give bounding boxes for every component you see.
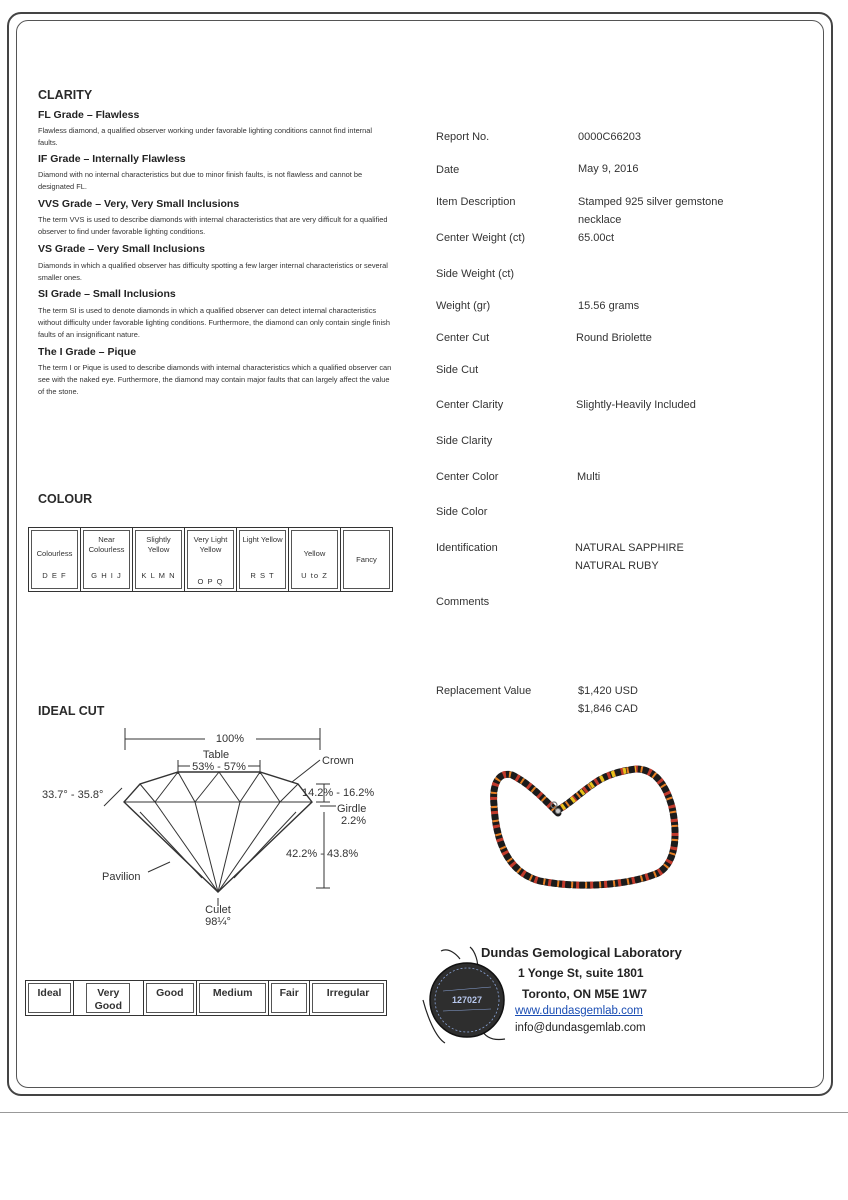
culet-angle: 98¼° (205, 916, 231, 928)
identification-value: NATURAL SAPPHIRE (575, 542, 684, 554)
cut-cell: Very Good (73, 981, 143, 1016)
item-description-label: Item Description (436, 196, 516, 208)
table-label: Table (202, 749, 230, 761)
colour-cell: Very Light Yellow O P Q (185, 528, 237, 592)
pavilion-label: Pavilion (102, 871, 141, 883)
lab-name: Dundas Gemological Laboratory (481, 945, 682, 960)
replacement-value-cad: $1,846 CAD (578, 703, 638, 715)
side-cut-label: Side Cut (436, 364, 479, 376)
girdle-label: Girdle (337, 803, 367, 815)
cut-grade-table (25, 980, 387, 1016)
side-weight-label: Side Weight (ct) (436, 268, 515, 280)
cut-cell: Good (143, 981, 196, 1016)
cut-cell: Ideal (26, 981, 74, 1016)
width-label: 100% (215, 733, 245, 745)
identification-value-2: NATURAL RUBY (575, 560, 659, 572)
grade-description: Diamonds in which a qualified observer has difficulty spotting a few larger internal characteristics or several smaller ones. (38, 261, 388, 282)
crown-angle: 33.7° - 35.8° (42, 789, 104, 801)
colour-cell: Fancy (341, 528, 393, 592)
crown-label: Crown (322, 755, 354, 767)
lab-address-line-2: Toronto, ON M5E 1W7 (522, 987, 648, 1001)
weight-value: 15.56 grams (578, 300, 640, 312)
clarity-heading: CLARITY (38, 88, 93, 102)
center-weight-label: Center Weight (ct) (436, 232, 526, 244)
report-no-label: Report No. (436, 131, 490, 143)
date-value: May 9, 2016 (578, 163, 639, 175)
center-weight-value: 65.00ct (578, 232, 615, 244)
side-color-label: Side Color (436, 506, 488, 518)
cut-cell: Medium (197, 981, 269, 1016)
culet-label: Culet (205, 904, 231, 916)
colour-cell: Near Colourless G H I J (81, 528, 133, 592)
cut-cell: Fair (269, 981, 310, 1016)
page-edge-line (0, 1112, 848, 1113)
colour-scale-table (28, 527, 393, 592)
grade-title: SI Grade – Small Inclusions (38, 288, 176, 300)
colour-cell: Yellow U to Z (289, 528, 341, 592)
identification-label: Identification (436, 542, 498, 554)
lab-address-line-1: 1 Yonge St, suite 1801 (518, 966, 644, 980)
diamond-proportions-diagram (30, 722, 390, 934)
grade-description: Diamond with no internal characteristics but due to minor finish faults, is not flawless and cannot be designated FL. (38, 170, 363, 191)
grade-description: Flawless diamond, a qualified observer working under favorable lighting conditions cannot find internal faults. (38, 126, 373, 147)
colour-cell: Light Yellow R S T (237, 528, 289, 592)
weight-label: Weight (gr) (436, 300, 491, 312)
cut-cell: Irregular (310, 981, 387, 1016)
grade-title: VVS Grade – Very, Very Small Inclusions (38, 198, 240, 210)
center-cut-label: Center Cut (436, 332, 490, 344)
ideal-cut-heading: IDEAL CUT (38, 704, 105, 718)
replacement-value-label: Replacement Value (436, 685, 532, 697)
grade-title: VS Grade – Very Small Inclusions (38, 243, 205, 255)
lab-website-link[interactable]: www.dundasgemlab.com (515, 1005, 643, 1017)
grade-title: The I Grade – Pique (38, 346, 137, 358)
colour-heading: COLOUR (38, 492, 93, 506)
lab-email[interactable]: info@dundasgemlab.com (515, 1022, 646, 1034)
replacement-value-usd: $1,420 USD (578, 685, 638, 697)
side-clarity-label: Side Clarity (436, 435, 493, 447)
colour-cell: Colourless D E F (29, 528, 81, 592)
grade-description: The term SI is used to denote diamonds in which a qualified observer can detect internal characteristics without difficulty under favorable lighting conditions. Furthermore, the diamond can only contain single finish faults of an insignificant nature. (38, 306, 390, 339)
grade-title: IF Grade – Internally Flawless (38, 153, 186, 165)
center-color-value: Multi (577, 471, 601, 483)
necklace-photo (480, 755, 690, 895)
report-no-value: 0000C66203 (578, 131, 642, 143)
grade-title: FL Grade – Flawless (38, 109, 140, 121)
diamond-outline (124, 772, 312, 892)
colour-cell: Slightly Yellow K L M N (133, 528, 185, 592)
seal-number: 127027 (451, 995, 483, 1005)
comments-label: Comments (436, 596, 490, 608)
lab-seal-stamp (415, 945, 515, 1045)
center-clarity-value: Slightly-Heavily Included (576, 399, 696, 411)
center-clarity-label: Center Clarity (436, 399, 504, 411)
center-color-label: Center Color (436, 471, 499, 483)
grade-description: The term I or Pique is used to describe diamonds with internal characteristics which a qualified observer can see with the naked eye. Furthermore, the diamond may contain major faults that can largely affect the value of the stone. (38, 363, 392, 396)
crown-height: 14.2% - 16.2% (302, 787, 375, 799)
pavilion-depth: 42.2% - 43.8% (286, 848, 359, 860)
girdle-value: 2.2% (341, 815, 367, 827)
table-range: 53% - 57% (192, 761, 246, 773)
date-label: Date (436, 164, 460, 176)
grade-description: The term VVS is used to describe diamonds with internal characteristics that are very difficult for a qualified observer to find under favorable lighting conditions. (38, 215, 388, 236)
center-cut-value: Round Briolette (576, 332, 652, 344)
item-description-value: Stamped 925 silver gemstone necklace (578, 196, 724, 226)
